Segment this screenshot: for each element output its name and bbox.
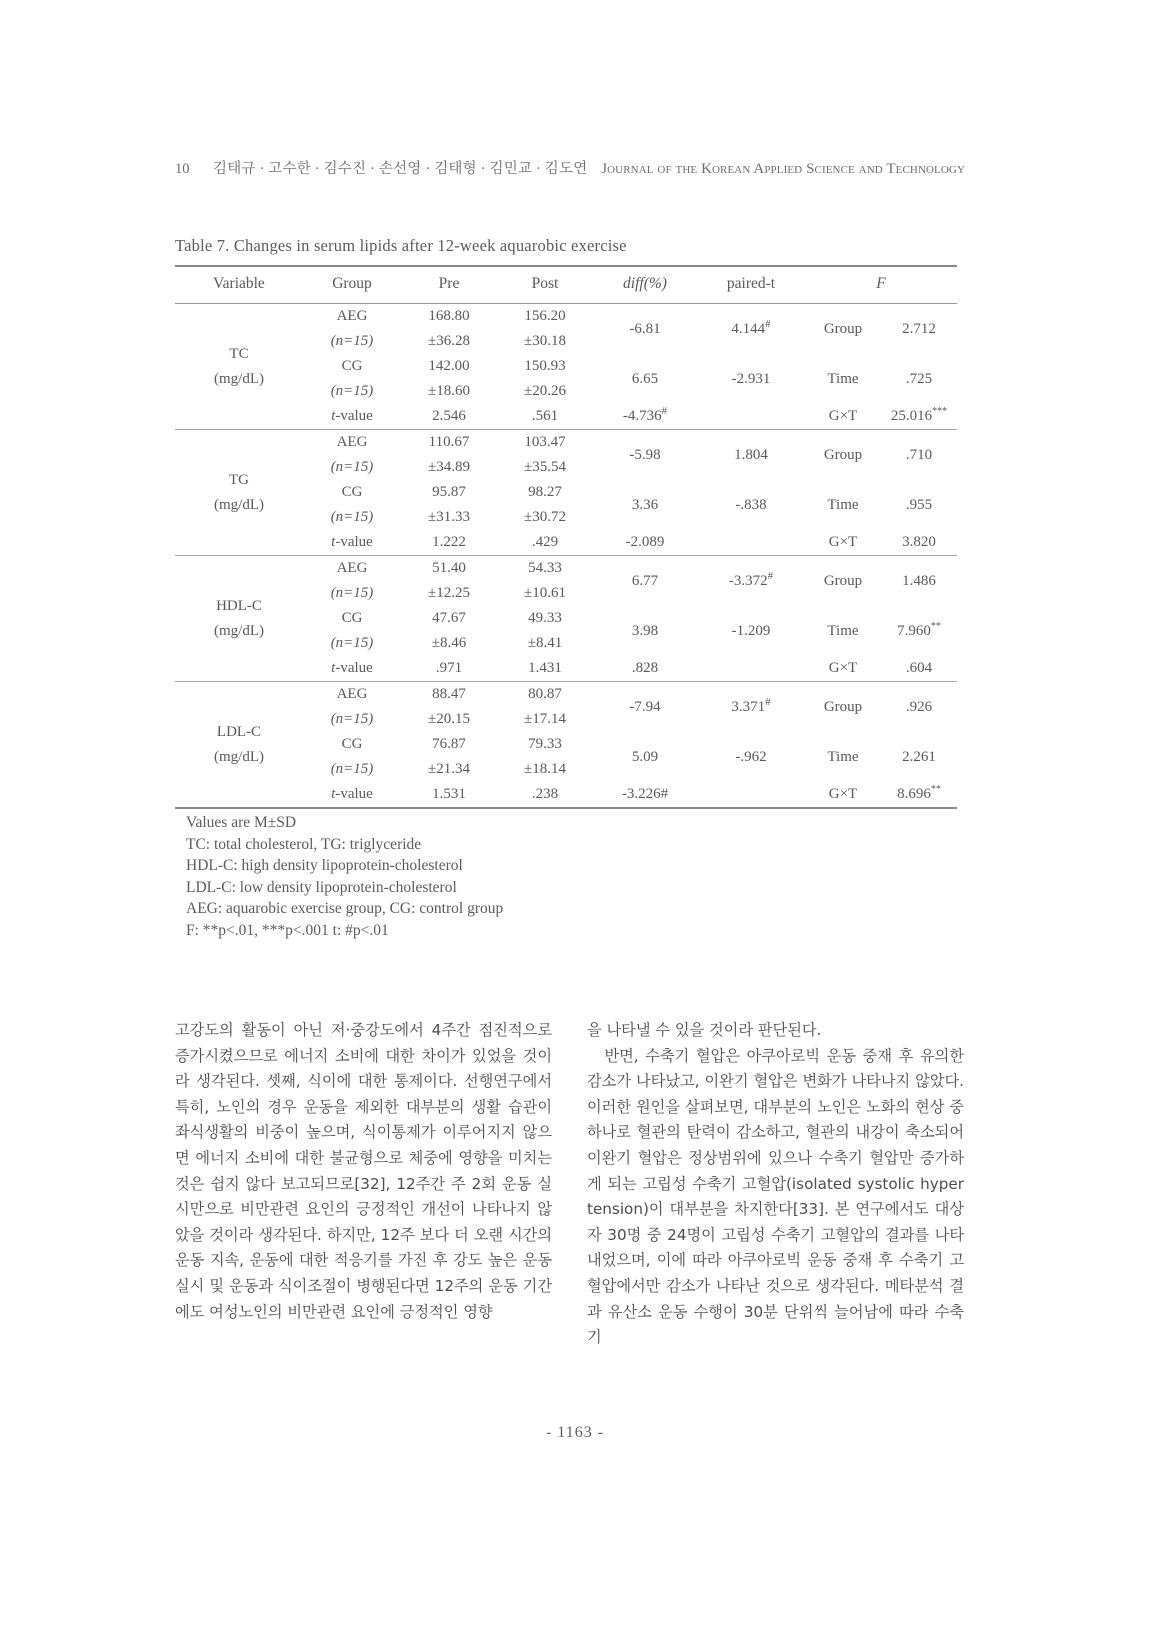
table-block-tc xyxy=(175,304,957,430)
footnote-line: TC: total cholesterol, TG: triglyceride xyxy=(186,835,422,853)
column-header-paired-t: paired-t xyxy=(726,275,776,292)
running-head-page-number: 10 xyxy=(175,161,190,177)
f-effect-name: Time xyxy=(827,370,859,387)
body-column-right xyxy=(587,1018,964,1351)
post-mean: 103.47 xyxy=(524,434,566,450)
table-caption: Table 7. Changes in serum lipids after 12-week aquarobic exercise xyxy=(175,236,627,255)
t-value-paired-empty xyxy=(697,656,805,682)
paired-t-value: 3.371# xyxy=(731,695,771,715)
pre-mean: 110.67 xyxy=(428,434,470,450)
significance-marker: # xyxy=(767,569,774,582)
significance-marker: # xyxy=(765,317,771,330)
significance-marker: ** xyxy=(930,620,941,632)
page-folio: - 1163 - xyxy=(545,1424,605,1441)
f-value: .926 xyxy=(905,698,933,715)
diff-percent: -7.94 xyxy=(629,698,661,715)
paired-t-value: -1.209 xyxy=(731,622,771,639)
group-n: (n=15) xyxy=(330,383,374,399)
table-block-tg xyxy=(175,430,957,556)
diff-percent: 3.36 xyxy=(631,496,659,513)
column-header-variable: Variable xyxy=(213,275,265,292)
group-name: AEG xyxy=(336,308,368,324)
group-name: AEG xyxy=(336,686,368,702)
f-effect-name: G×T xyxy=(828,408,858,424)
f-value: 3.820 xyxy=(902,534,936,550)
significance-marker: *** xyxy=(932,406,948,417)
pre-sd: ±21.34 xyxy=(428,761,470,777)
t-value-paired-empty xyxy=(697,782,805,808)
table-footnotes xyxy=(186,812,886,942)
post-sd: ±35.54 xyxy=(524,459,566,475)
post-sd: ±8.41 xyxy=(527,635,563,651)
paired-t-value: 1.804 xyxy=(734,446,768,463)
t-value-post: .561 xyxy=(531,408,559,424)
f-value: 25.016*** xyxy=(890,406,948,424)
post-mean: 54.33 xyxy=(528,560,562,576)
footnote-line: F: **p<.01, ***p<.001 t: #p<.01 xyxy=(186,921,389,939)
column-header-pre: Pre xyxy=(438,275,460,292)
t-value-pre: .971 xyxy=(435,660,463,676)
diff-percent: 6.65 xyxy=(631,370,659,387)
f-effect-name: Group xyxy=(823,572,863,589)
pre-sd: ±31.33 xyxy=(428,509,470,525)
f-value: .710 xyxy=(905,446,933,463)
f-effect-name: Time xyxy=(827,748,859,765)
pre-sd: ±34.89 xyxy=(428,459,470,475)
f-value: .955 xyxy=(905,496,933,513)
f-effect-name: Group xyxy=(823,698,863,715)
t-value-diff: -3.226# xyxy=(621,786,669,802)
significance-marker: ** xyxy=(930,784,941,795)
post-sd: ±18.14 xyxy=(524,761,566,777)
t-value-label: t-value xyxy=(331,660,373,676)
group-n: (n=15) xyxy=(330,585,374,601)
f-value: .725 xyxy=(905,370,933,387)
post-mean: 80.87 xyxy=(528,686,562,702)
t-value-post: .238 xyxy=(531,786,559,802)
pre-mean: 168.80 xyxy=(428,308,470,324)
f-value: 1.486 xyxy=(902,572,936,589)
column-header-f: F xyxy=(876,275,886,292)
f-effect-name: Group xyxy=(823,446,863,463)
f-value: 7.960** xyxy=(897,620,941,639)
table-row xyxy=(175,556,957,582)
group-n: (n=15) xyxy=(330,761,374,777)
t-value-diff: -2.089 xyxy=(625,534,665,550)
paired-t-value: -3.372# xyxy=(728,569,774,589)
t-value-diff: .828 xyxy=(631,660,659,676)
f-effect-name: G×T xyxy=(828,534,858,550)
t-value-post: .429 xyxy=(531,534,559,550)
post-sd: ±20.26 xyxy=(524,383,566,399)
significance-marker: # xyxy=(661,405,668,417)
t-value-pre: 1.531 xyxy=(432,786,466,802)
t-value-pre: 2.546 xyxy=(432,408,466,424)
pre-mean: 47.67 xyxy=(432,610,466,626)
table-block-hdl-c xyxy=(175,556,957,682)
paired-t-value: -.962 xyxy=(735,748,767,765)
post-mean: 150.93 xyxy=(524,358,566,374)
t-value-pre: 1.222 xyxy=(432,534,466,550)
group-n: (n=15) xyxy=(330,711,374,727)
footnote-line: Values are M±SD xyxy=(186,814,297,831)
post-sd: ±30.18 xyxy=(524,333,566,349)
group-name: CG xyxy=(341,610,363,626)
t-value-label: t-value xyxy=(331,786,373,802)
post-mean: 49.33 xyxy=(528,610,562,626)
paragraph: 반면, 수축기 혈압은 아쿠아로빅 운동 중재 후 유의한 감소가 나타났고, 이완기 혈압은 변화가 나타나지 않았다. 이러한 원인을 살펴보면, 대부분의 노인은 노화의 현상 중 하나로 혈관의 탄력이 감소하고, 혈관의 내강이 축소되어 이완기 혈압은 정상범위에 있으나 수축기 혈압만 증가하게 되는 고립성 수축기 고혈압(isolated systolic hypertension)이 대부분을 차지한다[33]. 본 연구에서도 대상자 30명 중 24명이 고립성 수축기 고혈압의 결과를 나타내었으며, 이에 따라 아쿠아로빅 운동 중재 후 수축기 고혈압에서만 감소가 나타난 것으로 생각된다. 메타분석 결과 유산소 운동 수행이 30분 단위씩 늘어남에 따라 수축기 xyxy=(587,1046,964,1347)
pre-sd: ±8.46 xyxy=(431,635,467,651)
variable-unit: (mg/dL) xyxy=(214,748,264,765)
post-mean: 79.33 xyxy=(528,736,562,752)
pre-mean: 51.40 xyxy=(432,560,466,576)
column-header-group: Group xyxy=(332,275,372,292)
diff-percent: 6.77 xyxy=(631,572,659,589)
paragraph: 고강도의 활동이 아닌 저·중강도에서 4주간 점진적으로 증가시켰으므로 에너지 소비에 대한 차이가 있었을 것이라 생각된다. 셋째, 식이에 대한 통제이다. 선행연구에서 특히, 노인의 경우 운동을 제외한 대부분의 생활 습관이 좌식생활의 비중이 높으며, 식이통제가 이루어지지 않으면 에너지 소비에 대한 불균형으로 체중에 영향을 미치는 것은 쉽지 않다 보고되므로[32], 12주간 주 2회 운동 실시만으로 비만관련 요인의 긍정적인 개선이 나타나지 않았을 것이라 생각된다. 하지만, 12주 보다 더 오랜 시간의 운동 지속, 운동에 대한 적응기를 가진 후 강도 높은 운동 실시 및 운동과 식이조절이 병행된다면 12주의 운동 기간에도 여성노인의 비만관련 요인에 긍정적인 영향 xyxy=(175,1021,552,1321)
f-value: 2.712 xyxy=(902,320,936,337)
pre-sd: ±20.15 xyxy=(428,711,470,727)
t-value-diff: -4.736# xyxy=(622,405,668,424)
variable-unit: (mg/dL) xyxy=(214,370,264,387)
post-sd: ±30.72 xyxy=(524,509,566,525)
post-sd: ±17.14 xyxy=(524,711,566,727)
diff-percent: -5.98 xyxy=(629,446,661,463)
table-7-container xyxy=(175,236,948,809)
group-name: AEG xyxy=(336,434,368,450)
footnote-line: AEG: aquarobic exercise group, CG: control group xyxy=(186,900,504,918)
running-head-journal-title: Journal of the Korean Applied Science and Technology xyxy=(601,161,965,177)
diff-percent: 3.98 xyxy=(631,622,659,639)
table-row xyxy=(175,430,957,456)
variable-name: LDL-C xyxy=(216,723,262,740)
variable-unit: (mg/dL) xyxy=(214,622,264,639)
significance-marker: # xyxy=(765,695,771,708)
f-effect-name: Group xyxy=(823,320,863,337)
variable-label-cell xyxy=(175,556,303,682)
paired-t-value: -2.931 xyxy=(731,370,771,387)
table-row xyxy=(175,304,957,330)
pre-mean: 88.47 xyxy=(432,686,466,702)
group-name: CG xyxy=(341,484,363,500)
variable-label-cell xyxy=(175,304,303,430)
t-value-paired-empty xyxy=(697,404,805,430)
group-n: (n=15) xyxy=(330,459,374,475)
variable-label-cell xyxy=(175,430,303,556)
post-mean: 98.27 xyxy=(528,484,562,500)
running-head-authors: 김태규 · 고수한 · 김수진 · 손선영 · 김태형 · 김민교 · 김도연 xyxy=(213,161,588,177)
group-n: (n=15) xyxy=(330,635,374,651)
post-mean: 156.20 xyxy=(524,308,566,324)
running-head xyxy=(175,157,965,178)
paired-t-value: -.838 xyxy=(735,496,767,513)
column-header-diff: diff(%) xyxy=(623,275,667,292)
f-effect-name: Time xyxy=(827,622,859,639)
f-value: 8.696** xyxy=(897,784,941,802)
paragraph: 을 나타낼 수 있을 것이라 판단된다. xyxy=(587,1021,822,1039)
pre-sd: ±12.25 xyxy=(428,585,470,601)
pre-mean: 142.00 xyxy=(428,358,470,374)
paired-t-value: 4.144# xyxy=(731,317,771,337)
t-value-label: t-value xyxy=(331,534,373,550)
variable-label-cell xyxy=(175,682,303,809)
pre-mean: 95.87 xyxy=(432,484,466,500)
group-name: CG xyxy=(341,736,363,752)
f-effect-name: G×T xyxy=(828,786,858,802)
f-value: 2.261 xyxy=(902,748,936,765)
pre-sd: ±18.60 xyxy=(428,383,470,399)
footnote-line: LDL-C: low density lipoprotein-cholesterol xyxy=(186,878,457,896)
group-n: (n=15) xyxy=(330,509,374,525)
pre-mean: 76.87 xyxy=(432,736,466,752)
table-row xyxy=(175,682,957,708)
group-n: (n=15) xyxy=(330,333,374,349)
body-text-columns xyxy=(175,1018,965,1351)
variable-unit: (mg/dL) xyxy=(214,496,264,513)
diff-percent: -6.81 xyxy=(629,320,661,337)
diff-percent: 5.09 xyxy=(631,748,659,765)
f-effect-name: Time xyxy=(827,496,859,513)
variable-name: TG xyxy=(229,471,249,488)
column-header-post: Post xyxy=(531,275,559,292)
f-value: .604 xyxy=(905,660,933,676)
t-value-paired-empty xyxy=(697,530,805,556)
serum-lipids-table xyxy=(175,265,957,809)
f-effect-name: G×T xyxy=(828,660,858,676)
group-name: AEG xyxy=(336,560,368,576)
group-name: CG xyxy=(341,358,363,374)
pre-sd: ±36.28 xyxy=(428,333,470,349)
t-value-label: t-value xyxy=(331,408,373,424)
table-block-ldl-c xyxy=(175,682,957,809)
post-sd: ±10.61 xyxy=(524,585,566,601)
t-value-post: 1.431 xyxy=(528,660,562,676)
table-header xyxy=(175,266,957,304)
variable-name: HDL-C xyxy=(216,597,262,614)
body-column-left xyxy=(175,1018,552,1351)
footnote-line: HDL-C: high density lipoprotein-cholesterol xyxy=(186,857,463,875)
variable-name: TC xyxy=(229,345,249,362)
